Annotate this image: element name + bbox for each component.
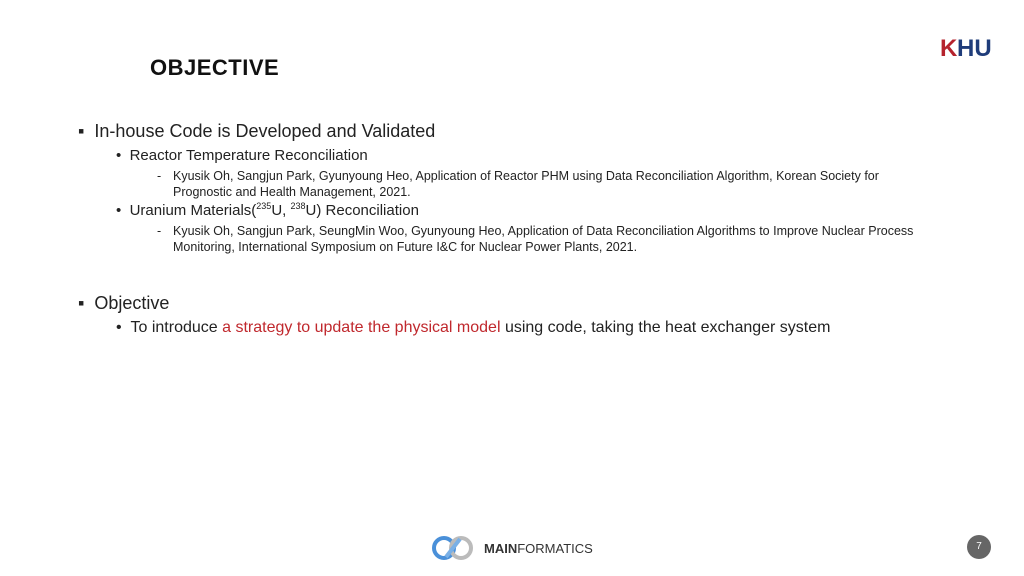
- list-item: • To introduce a strategy to update the physical model using code, taking the heat exchanger system: [116, 319, 831, 336]
- superscript: 238: [290, 201, 306, 211]
- page-title: OBJECTIVE: [150, 55, 280, 80]
- highlight-text: a strategy to update the physical model: [222, 319, 501, 336]
- page-number: 7: [967, 535, 991, 559]
- item-text: using code, taking the heat exchanger system: [500, 319, 831, 336]
- item-text: Uranium Materials(: [129, 202, 257, 219]
- reference: - Kyusik Oh, Sangjun Park, Gyunyoung Heo, Application of Reactor PHM using Data Reconciliation Algorithm, Korean Society for Prognostic and Health Management, 2021.: [157, 168, 927, 200]
- reference: - Kyusik Oh, Sangjun Park, SeungMin Woo, Gyunyoung Heo, Application of Data Reconciliation Algorithms to Improve Nuclear Process Monitoring, International Symposium on Future I&C for Nuclear Power Plants, 2021.: [157, 223, 927, 255]
- brand-rest: FORMATICS: [517, 540, 593, 556]
- khu-logo: [940, 32, 994, 62]
- reference-text: Kyusik Oh, Sangjun Park, SeungMin Woo, Gyunyoung Heo, Application of Data Reconciliation Algorithms to Improve Nuclear Process Monitoring, International Symposium on Future I&C for Nuclear Power Plants, 2021.: [173, 224, 914, 254]
- infinity-logo-icon: [430, 533, 476, 563]
- item-text: U,: [271, 202, 291, 219]
- brand-bold: MAIN: [484, 540, 518, 556]
- mainformatics-logo: [430, 533, 593, 563]
- item-text: U) Reconciliation: [305, 202, 419, 219]
- square-bullet-icon: ▪: [78, 293, 85, 313]
- heading-text: Objective: [94, 293, 170, 313]
- item-text: Reactor Temperature Reconciliation: [129, 147, 368, 164]
- superscript: 235: [256, 201, 272, 211]
- svg-text:HU: HU: [957, 35, 992, 62]
- bullet-heading-1: [78, 121, 435, 142]
- list-item: • Uranium Materials($^{235}$U, $^{238}$U) Reconciliation: [116, 201, 419, 219]
- reference-text: Kyusik Oh, Sangjun Park, Gyunyoung Heo, Application of Reactor PHM using Data Reconciliation Algorithm, Korean Society for Prognostic and Health Management, 2021.: [173, 169, 879, 199]
- svg-text:K: K: [940, 35, 958, 62]
- square-bullet-icon: ▪: [78, 121, 85, 141]
- item-text: To introduce: [130, 319, 223, 336]
- bullet-heading-2: [78, 293, 169, 314]
- list-item: • Reactor Temperature Reconciliation: [116, 147, 368, 164]
- heading-text: In-house Code is Developed and Validated: [94, 121, 436, 141]
